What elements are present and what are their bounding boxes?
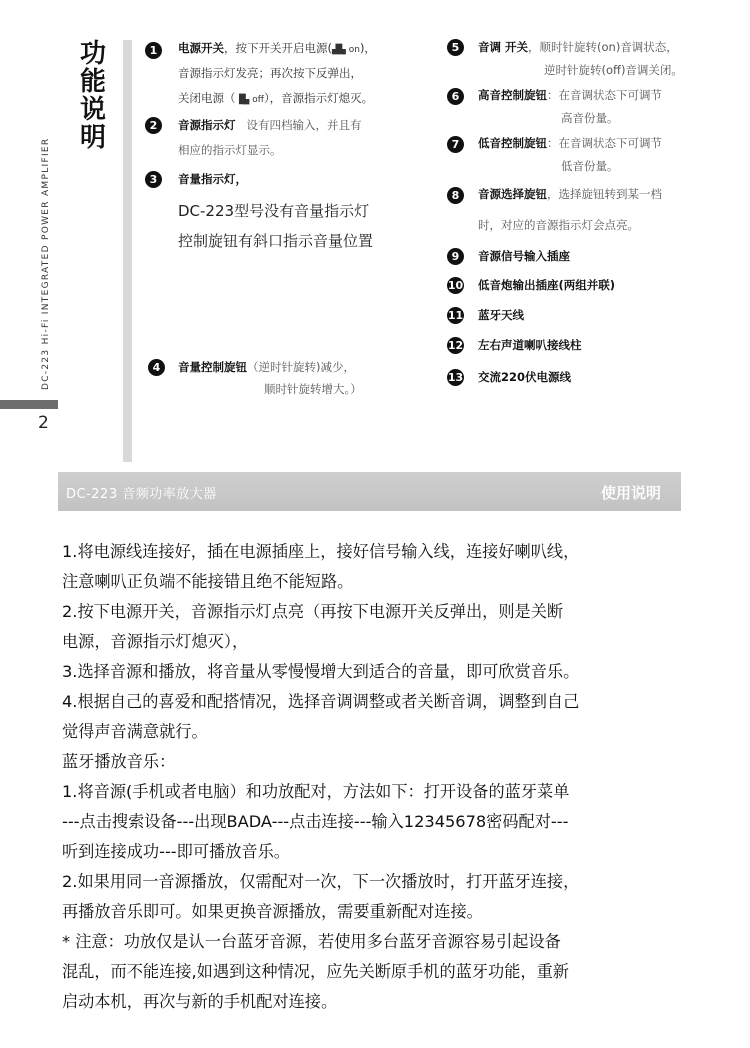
item-number-3: 3 <box>145 171 162 188</box>
section-title <box>76 40 110 152</box>
item-text: DC-223型号没有音量指示灯 <box>178 202 370 220</box>
item-text: 控制旋钮有斜口指示音量位置 <box>178 232 374 250</box>
section-title-char-1: 功 <box>79 39 106 69</box>
item-power-off-line <box>178 86 373 112</box>
item-text: ），音源指示灯熄灭。 <box>263 91 374 105</box>
manual-header-band <box>58 472 681 511</box>
item-text: )， <box>359 41 376 55</box>
item-number-5: 5 <box>447 39 464 56</box>
item-number-10: 10 <box>447 279 464 292</box>
instruction-line: 启动本机，再次与新的手机配对连接。 <box>62 992 338 1011</box>
instructions-text <box>62 537 702 1017</box>
item-source-selector <box>478 182 662 206</box>
item-number-8: 8 <box>447 187 464 204</box>
instruction-line: 2.按下电源开关，音源指示灯点亮（再按下电源开关反弹出，则是关断 <box>62 602 564 621</box>
instruction-line: 3.选择音源和播放，将音量从零慢慢增大到适合的音量，即可欣赏音乐。 <box>62 662 580 681</box>
item-text: 顺时针旋转增大。） <box>264 382 362 396</box>
item-treble-knob <box>478 83 662 107</box>
item-title: 音源选择旋钮 <box>478 187 547 201</box>
instruction-line: 电源，音源指示灯熄灭）， <box>62 632 249 651</box>
side-decor-bar <box>0 400 58 409</box>
item-title: 高音控制旋钮 <box>478 88 547 102</box>
item-text: （逆时针旋转)减少， <box>247 360 355 374</box>
item-text: on <box>348 45 360 55</box>
item-text: 高音份量。 <box>561 111 619 125</box>
section-title-char-2: 能 <box>79 67 106 97</box>
item-bass-knob <box>478 131 662 155</box>
item-text: ：在音调状态下可调节 <box>547 88 662 102</box>
item-title: 音调 开关 <box>478 40 529 54</box>
item-title: 交流220伏电源线 <box>478 370 572 384</box>
item-number-12: 12 <box>447 339 464 352</box>
item-source-indicator <box>178 113 361 137</box>
instruction-line: ---点击搜索设备---出现BADA---点击连接---输入12345678密码配对--- <box>62 812 569 831</box>
item-number-7: 7 <box>447 136 464 153</box>
item-number-4: 4 <box>148 359 165 376</box>
item-text: ：在音调状态下可调节 <box>547 136 662 150</box>
item-power-switch <box>178 36 376 62</box>
side-model-text: DC-223 Hi-Fi INTEGRATED POWER AMPLIFIER <box>41 137 51 390</box>
instruction-line: 注意喇叭正负端不能接错且绝不能短路。 <box>62 572 354 591</box>
item-text: 低音份量。 <box>561 159 619 173</box>
item-title: 左右声道喇叭接线柱 <box>478 338 582 352</box>
instruction-line: * 注意：功放仅是认一台蓝牙音源，若使用多台蓝牙音源容易引起设备 <box>62 932 561 951</box>
item-text: 音源指示灯发亮；再次按下反弹出， <box>178 66 362 80</box>
item-title: 电源开关 <box>178 41 224 55</box>
item-title: 低音炮输出插座(两组并联) <box>478 278 616 292</box>
item-number-11: 11 <box>447 309 464 322</box>
instruction-line: 4.根据自己的喜爱和配搭情况，选择音调调整或者关断音调，调整到自己 <box>62 692 580 711</box>
item-tone-switch <box>478 35 678 59</box>
item-text: 逆时针旋转(off)音调关闭。 <box>544 63 683 77</box>
section-title-char-4: 明 <box>79 123 106 153</box>
item-text: 关闭电源（ <box>178 91 236 105</box>
item-number-13: 13 <box>447 371 464 384</box>
section-title-char-3: 说 <box>79 95 106 125</box>
item-text: ，选择旋钮转到某一档 <box>547 187 662 201</box>
instruction-line: 1.将电源线连接好，插在电源插座上，接好信号输入线，连接好喇叭线， <box>62 542 580 561</box>
power-on-icon: ▟▙ <box>332 45 349 55</box>
item-title: 低音控制旋钮 <box>478 136 547 150</box>
item-title: 音源信号输入插座 <box>478 249 570 263</box>
manual-title: 使用说明 <box>600 484 661 502</box>
item-title: 音源指示灯 <box>178 118 236 132</box>
item-number-6: 6 <box>447 88 464 105</box>
instruction-line: 1.将音源(手机或者电脑）和功放配对，方法如下：打开设备的蓝牙菜单 <box>62 782 570 801</box>
item-number-2: 2 <box>145 117 162 134</box>
power-off-icon: ▐▙ <box>235 95 253 105</box>
instruction-line: 2.如果用同一音源播放，仅需配对一次，下一次播放时，打开蓝牙连接， <box>62 872 580 891</box>
instruction-line: 听到连接成功---即可播放音乐。 <box>62 842 290 861</box>
item-text: 时，对应的音源指示灯会点亮。 <box>478 218 639 232</box>
instruction-line: 再播放音乐即可。如果更换音源播放，需要重新配对连接。 <box>62 902 483 921</box>
feature-description-page <box>0 0 750 470</box>
item-text: 设有四档输入，并且有 <box>246 118 362 132</box>
item-text: off <box>252 95 264 105</box>
item-number-1: 1 <box>145 42 162 59</box>
item-volume-knob <box>178 355 355 379</box>
item-title: 音量指示灯， <box>178 172 247 186</box>
instruction-line: 蓝牙播放音乐： <box>62 752 176 771</box>
instruction-line: 觉得声音满意就行。 <box>62 722 208 741</box>
item-text: ，顺时针旋转(on)音调状态， <box>528 40 678 54</box>
model-name: DC-223 音频功率放大器 <box>66 487 217 502</box>
vertical-divider <box>123 40 132 462</box>
item-text: 相应的指示灯显示。 <box>178 143 282 157</box>
page-number: 2 <box>38 413 49 433</box>
item-title: 蓝牙天线 <box>478 308 524 322</box>
item-text: ，按下开关开启电源( <box>224 41 332 55</box>
item-number-9: 9 <box>447 248 464 265</box>
instruction-line: 混乱，而不能连接,如遇到这种情况，应先关断原手机的蓝牙功能，重新 <box>62 962 569 981</box>
item-title: 音量控制旋钮 <box>178 360 247 374</box>
